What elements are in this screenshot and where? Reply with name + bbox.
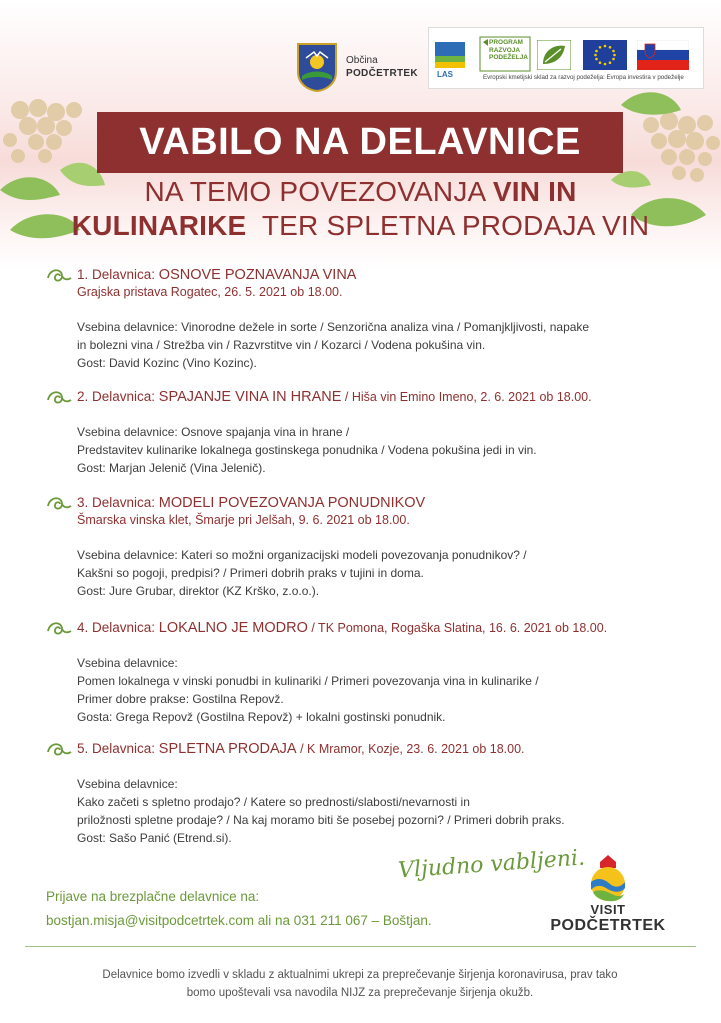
- program-line2: RAZVOJA: [489, 46, 521, 54]
- las-label: LAS: [437, 70, 453, 79]
- workshop-topic: SPAJANJE VINA IN HRANE: [158, 389, 342, 405]
- subtitle-line1-b: VIN IN: [492, 176, 577, 207]
- program-line1: PROGRAM: [489, 39, 523, 46]
- content-line: Gosta: Grega Repovž (Gostilna Repovž) + lokalni gostinski ponudnik.: [77, 710, 446, 724]
- workshop-3: [46, 494, 686, 600]
- content-line: Gost: Sašo Panić (Etrend.si).: [77, 831, 232, 845]
- workshop-topic: OSNOVE POZNAVANJA VINA: [158, 267, 357, 283]
- subtitle-line2: [0, 210, 721, 242]
- subtitle-line1-a: NA TEMO POVEZOVANJA: [144, 176, 493, 207]
- workshop-content: [77, 423, 686, 477]
- workshop-1: [46, 266, 686, 372]
- content-line: Kako začeti s spletno prodajo? / Katere so prednosti/slabosti/nevarnosti in: [77, 795, 470, 809]
- workshop-place: / K Mramor, Kozje, 23. 6. 2021 ob 18.00.: [296, 742, 525, 756]
- content-line: Gost: Marjan Jelenič (Vina Jelenič).: [77, 461, 266, 475]
- content-line: Gost: Jure Grubar, direktor (KZ Krško, z.o.o.).: [77, 584, 320, 598]
- content-line: Gost: David Kozinc (Vino Kozinc).: [77, 356, 257, 370]
- program-line3: PODEŽELJA: [489, 54, 529, 61]
- footer-line1: Delavnice bomo izvedli v skladu z aktualnimi ukrepi za preprečevanje širjenja koronavirusa, prav tako: [102, 969, 618, 981]
- workshop-topic: MODELI POVEZOVANJA PONUDNIKOV: [158, 495, 426, 511]
- subtitle-line2-b: TER SPLETNA PRODAJA VIN: [246, 210, 650, 241]
- registration-info: [46, 885, 432, 933]
- municipality-line2: PODČETRTEK: [346, 68, 418, 79]
- footer-line2: bomo upoštevali vsa navodila NIJZ za preprečevanje širjenja okužb.: [186, 987, 534, 999]
- swirl-icon: [46, 494, 72, 516]
- funding-logos: [428, 27, 704, 89]
- content-line: in bolezni vina / Strežba vin / Razvrstitve vin / Kozarci / Vodena pokušina vin.: [77, 338, 486, 352]
- workshop-label: 1. Delavnica:: [77, 267, 159, 282]
- content-line: Kakšni so pogoji, predpisi? / Primeri dobrih praks v tujini in doma.: [77, 566, 424, 580]
- workshop-content: [77, 546, 686, 600]
- content-line: Vsebina delavnice: Osnove spajanja vina in hrane /: [77, 425, 350, 439]
- content-line: Vsebina delavnice:: [77, 656, 178, 670]
- swirl-icon: [46, 740, 72, 762]
- visit-line2: PODČETRTEK: [550, 917, 666, 934]
- workshop-topic: LOKALNO JE MODRO: [158, 620, 308, 636]
- footer-note: [30, 966, 690, 1002]
- logos-caption: Evropski kmetijski sklad za razvoj podeželja: Evropa investira v podeželje: [483, 74, 684, 81]
- content-line: Primer dobre prakse: Gostilna Repovž.: [77, 692, 284, 706]
- visit-line1: VISIT: [590, 902, 626, 917]
- slovenia-flag-icon: [637, 40, 689, 70]
- municipality-line1: Občina: [346, 55, 378, 66]
- workshop-label: 3. Delavnica:: [77, 495, 159, 510]
- workshop-place: Grajska pristava Rogatec, 26. 5. 2021 ob 18.00.: [77, 285, 343, 299]
- content-line: Vsebina delavnice: Vinorodne dežele in sorte / Senzorična analiza vina / Pomanjkljivosti, napake: [77, 320, 590, 334]
- visit-podcetrtek-text: [548, 902, 668, 935]
- workshop-label: 5. Delavnica:: [77, 741, 159, 756]
- workshop-place: / Hiša vin Emino Imeno, 2. 6. 2021 ob 18.00.: [341, 390, 592, 404]
- crest-icon: [296, 42, 338, 92]
- footer-divider: [25, 946, 696, 947]
- workshop-place: / TK Pomona, Rogaška Slatina, 16. 6. 2021 ob 18.00.: [307, 621, 608, 635]
- workshop-content: [77, 775, 686, 847]
- workshop-2: [46, 388, 686, 477]
- workshop-4: [46, 619, 686, 726]
- invite-text: Vljudno vabljeni.: [397, 845, 586, 884]
- register-line1: Prijave na brezplačne delavnice na:: [46, 889, 260, 904]
- content-line: Vsebina delavnice:: [77, 777, 178, 791]
- register-line2: bostjan.misja@visitpodcetrtek.com ali na 031 211 067 – Boštjan.: [46, 913, 432, 928]
- subtitle-line2-a: KULINARIKE: [71, 210, 247, 241]
- workshop-topic: SPLETNA PRODAJA: [158, 741, 297, 757]
- program-text: [489, 39, 528, 62]
- workshop-content: [77, 318, 686, 372]
- content-line: Pomen lokalnega v vinski ponudbi in kulinariki / Primeri povezovanja vina in kulinarike /: [77, 674, 539, 688]
- workshop-5: [46, 740, 686, 847]
- page-title: VABILO NA DELAVNICE: [97, 112, 623, 173]
- content-line: Vsebina delavnice: Kateri so možni organizacijski modeli povezovanja ponudnikov? /: [77, 548, 527, 562]
- workshop-place: Šmarska vinska klet, Šmarje pri Jelšah, 9. 6. 2021 ob 18.00.: [77, 513, 410, 527]
- leader-leaf-icon: [537, 40, 571, 70]
- municipality-logo: [296, 42, 418, 92]
- workshop-label: 4. Delavnica:: [77, 620, 159, 635]
- workshop-label: 2. Delavnica:: [77, 389, 159, 404]
- workshop-content: [77, 654, 686, 726]
- swirl-icon: [46, 619, 72, 641]
- subtitle-line1: [0, 176, 721, 208]
- swirl-icon: [46, 266, 72, 288]
- content-line: Predstavitev kulinarike lokalnega gostinskega ponudnika / Vodena pokušina jedi in vin.: [77, 443, 537, 457]
- swirl-icon: [46, 388, 72, 410]
- eu-flag-icon: [583, 40, 627, 70]
- content-line: priložnosti spletne prodaje? / Na kaj moramo biti še posebej pozorni? / Primeri dobrih praks.: [77, 813, 565, 827]
